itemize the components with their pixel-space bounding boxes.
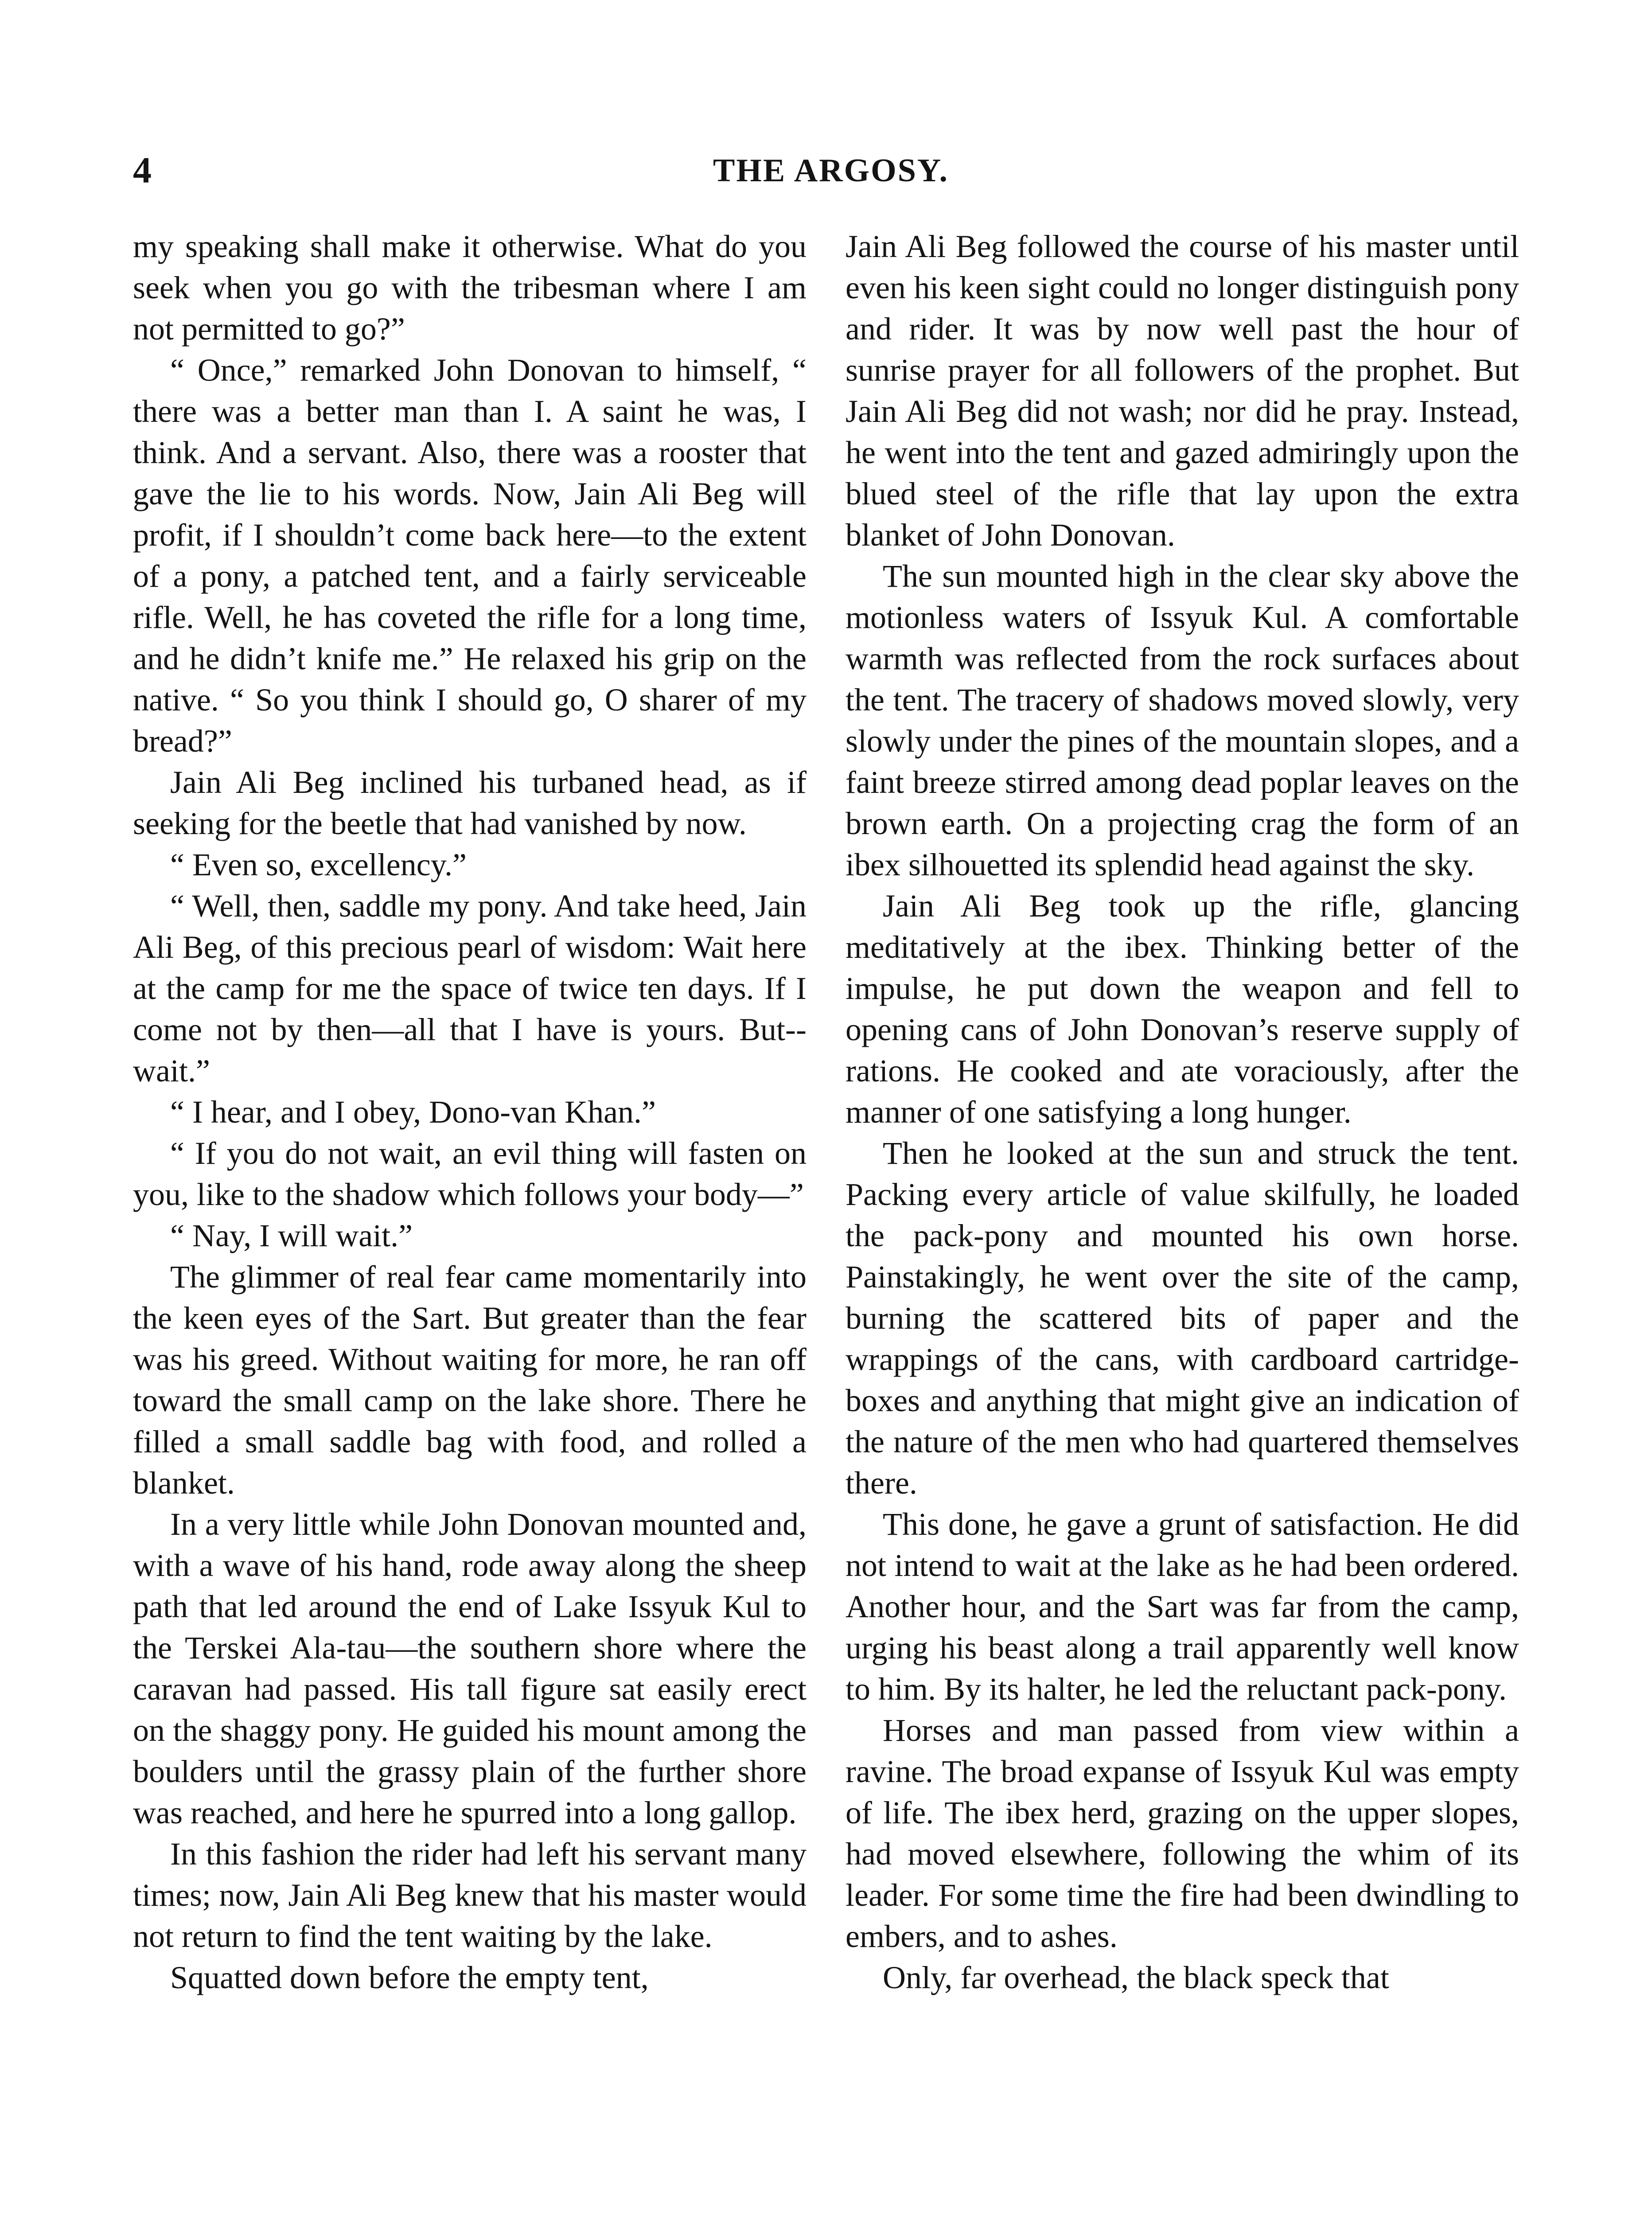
running-title: THE ARGOSY. bbox=[713, 152, 949, 189]
paragraph: The glimmer of real fear came momentarily into the keen eyes of the Sart. But greater than the fear was his greed. Without waiting for more, he ran off toward the small camp on the lake shore. There he filled a small saddle bag with food, and rolled a blanket. bbox=[133, 1259, 807, 1501]
paragraph: my speaking shall make it otherwise. What do you seek when you go with the tribesman where I am not permitted to go?” bbox=[133, 229, 807, 347]
paragraph: Then he looked at the sun and struck the tent. Packing every article of value skilfully, he loaded the pack-pony and mounted his own horse. Painstakingly, he went over the site of the camp, burning the scattered bits of paper and the wrappings of the cans, with cardboard cartridge-boxes and anything that might give an indication of the nature of the men who had quartered themselves there. bbox=[845, 1135, 1519, 1501]
paragraph: In a very little while John Donovan mounted and, with a wave of his hand, rode away along the sheep path that led around the end of Lake Issyuk Kul to the Terskei Ala-tau—the southern shore where the caravan had passed. His tall figure sat easily erect on the shaggy pony. He guided his mount among the boulders until the grassy plain of the further shore was reached, and here he spurred into a long gallop. bbox=[133, 1506, 807, 1830]
left-column bbox=[133, 226, 807, 1998]
paragraph: “ If you do not wait, an evil thing will fasten on you, like to the shadow which follows your body—” bbox=[133, 1135, 807, 1212]
paragraph: “ Once,” remarked John Donovan to himself, “ there was a better man than I. A saint he was, I think. And a servant. Also, there was a rooster that gave the lie to his words. Now, Jain Ali Beg will profit, if I shouldn’t come back here—to the extent of a pony, a patched tent, and a fairly serviceable rifle. Well, he has coveted the rifle for a long time, and he didn’t knife me.” He relaxed his grip on the native. “ So you think I should go, O sharer of my bread?” bbox=[133, 352, 807, 759]
paragraph: This done, he gave a grunt of satisfaction. He did not intend to wait at the lake as he had been ordered. Another hour, and the Sart was far from the camp, urging his beast along a trail apparently well know to him. By its halter, he led the reluctant pack-pony. bbox=[845, 1506, 1519, 1707]
paragraph: “ Nay, I will wait.” bbox=[170, 1218, 413, 1253]
paragraph: Jain Ali Beg followed the course of his master until even his keen sight could no longer distinguish pony and rider. It was by now well past the hour of sunrise prayer for all followers of the prophet. But Jain Ali Beg did not wash; nor did he pray. Instead, he went into the tent and gazed admiringly upon the blued steel of the rifle that lay upon the extra blanket of John Donovan. bbox=[845, 229, 1519, 553]
paragraph: Jain Ali Beg inclined his turbaned head, as if seeking for the beetle that had vanished by now. bbox=[133, 765, 807, 841]
paragraph: Jain Ali Beg took up the rifle, glancing meditatively at the ibex. Thinking better of the impulse, he put down the weapon and fell to opening cans of John Donovan’s reserve supply of rations. He cooked and ate voraciously, after the manner of one satisfying a long hunger. bbox=[845, 888, 1519, 1130]
paragraph: Squatted down before the empty tent, bbox=[170, 1960, 649, 1995]
page-number: 4 bbox=[133, 150, 152, 191]
paragraph: “ Even so, excellency.” bbox=[170, 847, 467, 882]
paragraph: “ I hear, and I obey, Dono-van Khan.” bbox=[170, 1094, 656, 1130]
paragraph: The sun mounted high in the clear sky above the motionless waters of Issyuk Kul. A comfortable warmth was reflected from the rock surfaces about the tent. The tracery of shadows moved slowly, very slowly under the pines of the mountain slopes, and a faint breeze stirred among dead poplar leaves on the brown earth. On a projecting crag the form of an ibex silhouetted its splendid head against the sky. bbox=[845, 558, 1519, 882]
paragraph: Only, far overhead, the black speck that bbox=[883, 1960, 1389, 1995]
right-column bbox=[845, 226, 1519, 1998]
paragraph: “ Well, then, saddle my pony. And take heed, Jain Ali Beg, of this precious pearl of wisdom: Wait here at the camp for me the space of twice ten days. If I come not by then—all that I have is yours. But--wait.” bbox=[133, 888, 807, 1088]
paragraph: Horses and man passed from view within a ravine. The broad expanse of Issyuk Kul was empty of life. The ibex herd, grazing on the upper slopes, had moved elsewhere, following the whim of its leader. For some time the fire had been dwindling to embers, and to ashes. bbox=[845, 1713, 1519, 1954]
page-header bbox=[133, 146, 1529, 195]
paragraph: In this fashion the rider had left his servant many times; now, Jain Ali Beg knew that his master would not return to find the tent waiting by the lake. bbox=[133, 1836, 807, 1954]
